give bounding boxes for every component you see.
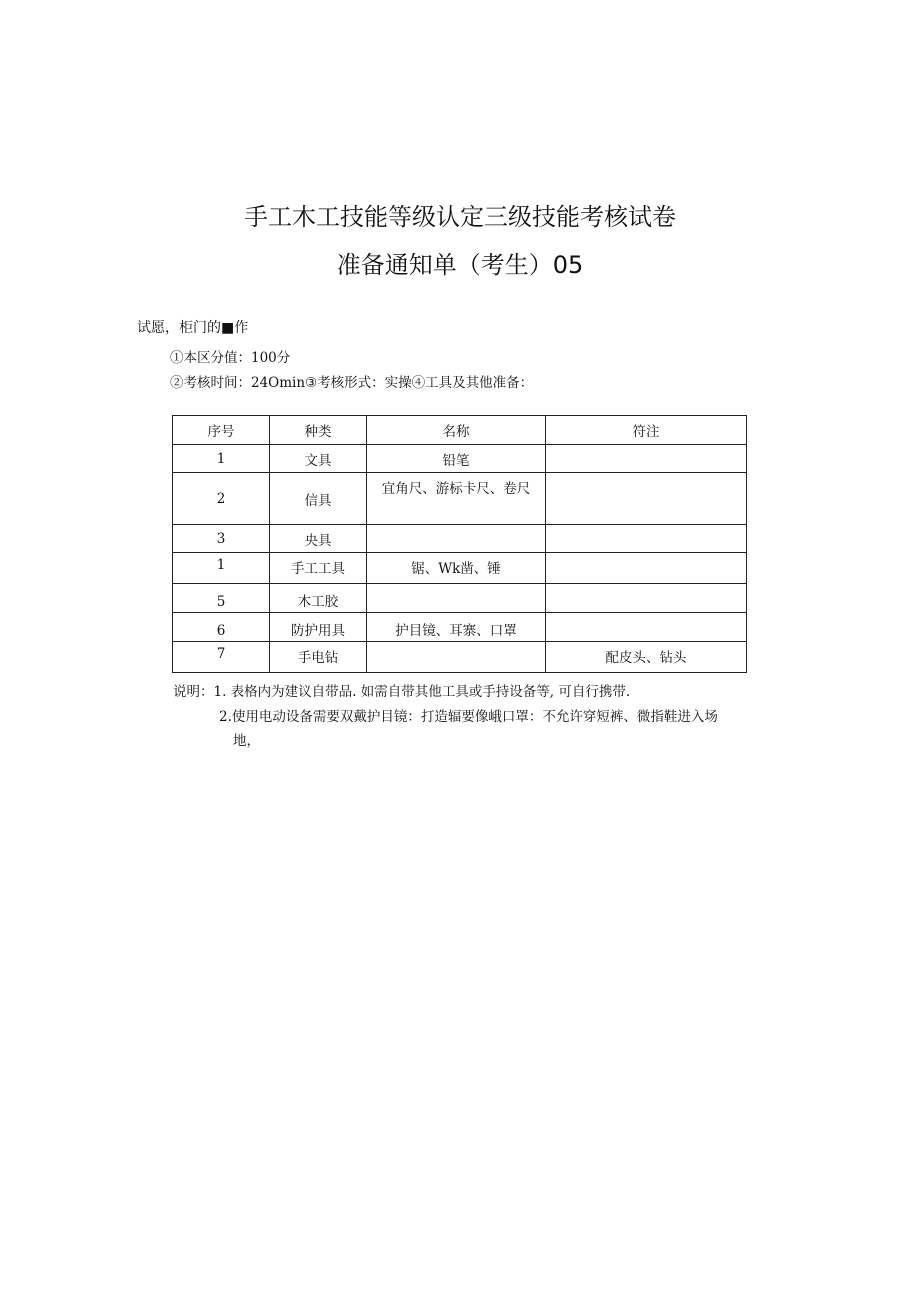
note-line-2-continued: 地， bbox=[233, 733, 260, 749]
cell-no: 7 bbox=[173, 642, 270, 673]
cell-name bbox=[367, 642, 546, 673]
cell-no: 3 bbox=[173, 525, 270, 553]
info-score: ①本区分值：100分 bbox=[170, 350, 291, 366]
table-row bbox=[173, 613, 747, 642]
cell-no: 5 bbox=[173, 584, 270, 613]
cell-name bbox=[367, 525, 546, 553]
cell-name: 护目镜、耳寨、口罩 bbox=[367, 613, 546, 642]
cell-note bbox=[546, 445, 747, 473]
cell-note: 配皮头、钻头 bbox=[546, 642, 747, 673]
cell-note bbox=[546, 613, 747, 642]
cell-name bbox=[367, 584, 546, 613]
table-row bbox=[173, 473, 747, 525]
cell-note bbox=[546, 553, 747, 584]
header-name: 名称 bbox=[367, 416, 546, 445]
document-title-line1: 手工木工技能等级认定三级技能考核试卷 bbox=[244, 203, 676, 231]
cell-note bbox=[546, 584, 747, 613]
cell-no: 1 bbox=[173, 553, 270, 584]
cell-no: 1 bbox=[173, 445, 270, 473]
cell-no: 6 bbox=[173, 613, 270, 642]
header-note: 符注 bbox=[546, 416, 747, 445]
cell-note bbox=[546, 525, 747, 553]
cell-type: 手工工具 bbox=[270, 553, 367, 584]
cell-type: 央具 bbox=[270, 525, 367, 553]
table-row bbox=[173, 553, 747, 584]
info-time-format: ②考核时间：24Omin③考核形式：实操④工具及其他准备： bbox=[170, 375, 534, 391]
table-row bbox=[173, 584, 747, 613]
cell-name: 铅笔 bbox=[367, 445, 546, 473]
cell-name: 锯、Wk凿、锤 bbox=[367, 553, 546, 584]
tools-table bbox=[172, 415, 747, 673]
section-title: 试愿，柜门的■作 bbox=[137, 320, 249, 336]
cell-type: 防护用具 bbox=[270, 613, 367, 642]
cell-note bbox=[546, 473, 747, 525]
note-line-1: 说明：1. 表格内为建议自带品. 如需自带其他工具或手持设备等, 可自行携带. bbox=[173, 684, 631, 700]
header-type: 种类 bbox=[270, 416, 367, 445]
cell-type: 手电钻 bbox=[270, 642, 367, 673]
cell-type: 木工胶 bbox=[270, 584, 367, 613]
table-row bbox=[173, 525, 747, 553]
note-line-2: 2.使用电动设备需要双戴护目镜：打造辐要像峨口罩：不允许穿短裤、微指鞋进入场 bbox=[219, 709, 718, 725]
header-no: 序号 bbox=[173, 416, 270, 445]
table-row bbox=[173, 642, 747, 673]
document-title-line2: 准备通知单（考生）05 bbox=[336, 251, 584, 279]
cell-no: 2 bbox=[173, 473, 270, 525]
cell-type: 信具 bbox=[270, 473, 367, 525]
cell-name: 宜角尺、游标卡尺、卷尺 bbox=[367, 473, 546, 525]
cell-type: 文具 bbox=[270, 445, 367, 473]
table-row bbox=[173, 445, 747, 473]
table-header-row bbox=[173, 416, 747, 445]
